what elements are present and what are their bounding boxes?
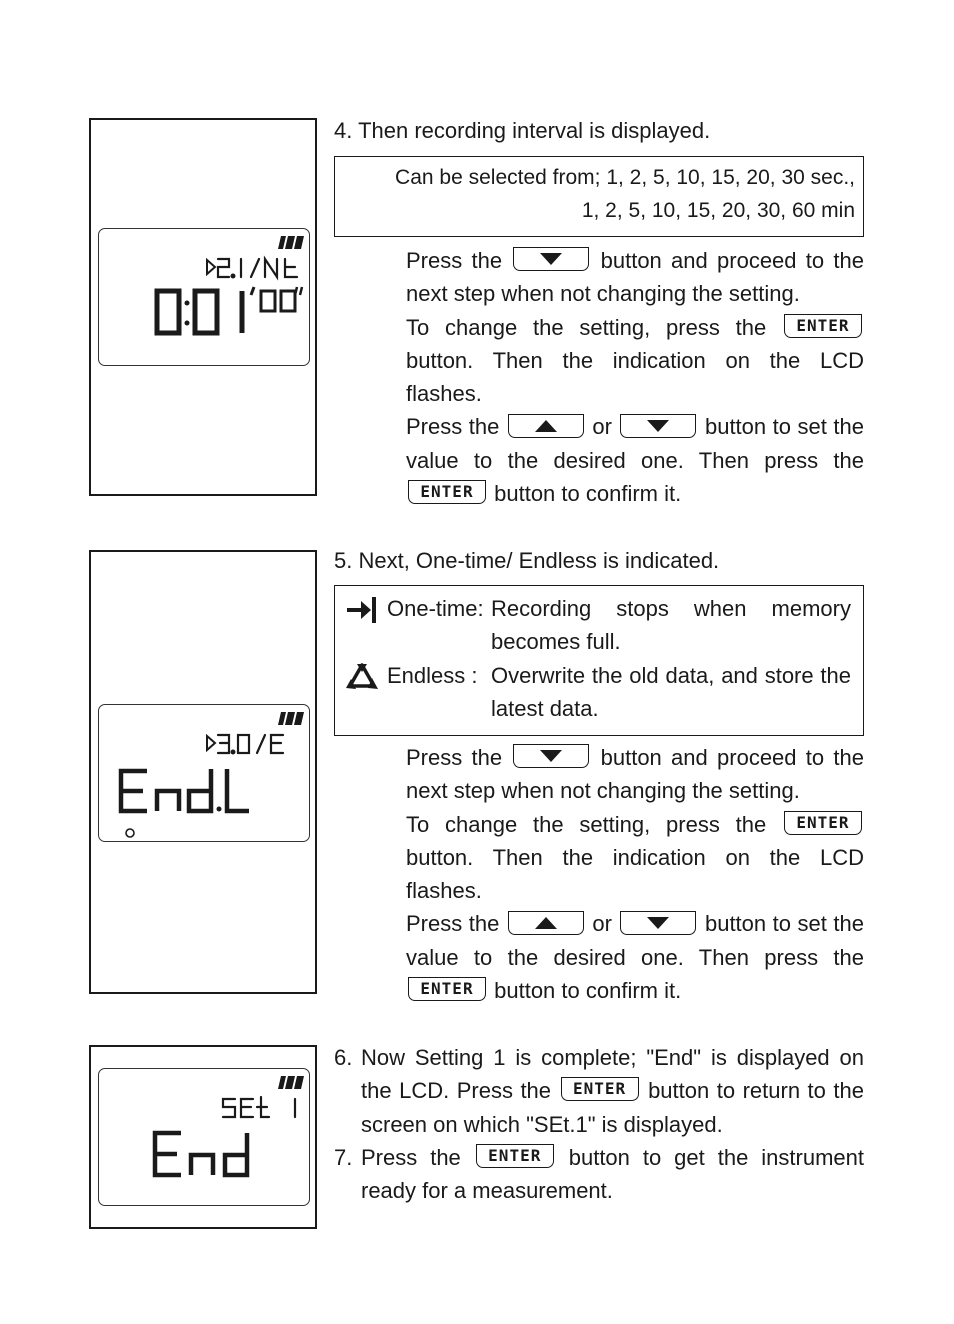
lcd-display-step4 (98, 228, 310, 366)
pointer-icon (207, 736, 215, 750)
text: button to return to the screen on which "SEt.1" is displayed. (361, 1078, 864, 1137)
up-button[interactable] (508, 414, 584, 438)
battery-icon (278, 712, 304, 725)
step7-number: 7. (334, 1144, 353, 1170)
text: Press the (406, 248, 503, 273)
text: button to set the value to the desired one. Then press the (406, 414, 864, 473)
lcd-display-step6 (98, 1068, 310, 1206)
endless-icon-wrap (345, 659, 387, 726)
enter-button[interactable]: ENTER (784, 314, 862, 338)
enter-button[interactable]: ENTER (408, 480, 486, 504)
lcd-display-step5 (98, 704, 310, 842)
up-button[interactable] (508, 911, 584, 935)
top-code-segments (223, 1097, 295, 1117)
down-arrow-icon (647, 917, 669, 929)
step4-instructions (406, 244, 864, 510)
down-arrow-icon (647, 420, 669, 432)
step4-title: 4. Then recording interval is displayed. (334, 118, 711, 143)
text: button to set the value to the desired one. Then press the (406, 911, 864, 970)
down-arrow-icon (540, 253, 562, 265)
text: Now Setting 1 is complete; "End" is displayed on the LCD. Press the (361, 1045, 864, 1104)
text: button and proceed to the next step when not changing the setting. (406, 248, 864, 307)
text: button to confirm it. (494, 481, 682, 507)
endless-row (345, 659, 851, 726)
lcd-panel-step4 (89, 118, 317, 496)
top-code-segments (218, 735, 283, 753)
text: Press the (406, 745, 503, 770)
main-segments (155, 1133, 247, 1175)
onetime-icon-wrap (345, 592, 387, 659)
step6-7-list (334, 1041, 864, 1207)
step5-title: 5. Next, One-time/ Endless is indicated. (334, 548, 720, 573)
step6-item (334, 1041, 864, 1141)
text: button and proceed to the next step when not changing the setting. (406, 745, 864, 804)
step6-text (361, 1041, 864, 1141)
lcd-panel-step6 (89, 1045, 317, 1229)
enter-button[interactable]: ENTER (408, 977, 486, 1001)
endless-description: Overwrite the old data, and store the latest data. (491, 662, 851, 721)
battery-icon (278, 1076, 304, 1089)
step7-text (361, 1141, 864, 1208)
interval-options-line1: Can be selected from; 1, 2, 5, 10, 15, 20, 30 sec., (395, 166, 855, 189)
mode-options-box (334, 585, 864, 736)
step5-instructions (406, 741, 864, 1007)
enter-button[interactable]: ENTER (561, 1077, 639, 1101)
text: or (592, 414, 612, 440)
text: Press the (406, 911, 500, 937)
lcd-segments-step5 (99, 705, 311, 843)
lcd-segments-step4 (99, 229, 311, 367)
text: or (592, 911, 612, 937)
down-button[interactable] (513, 744, 589, 768)
up-arrow-icon (535, 917, 557, 929)
interval-options-box (334, 156, 864, 237)
text: Press the (406, 414, 500, 440)
down-arrow-icon (540, 750, 562, 762)
onetime-description: Recording stops when memory becomes full. (491, 596, 851, 655)
down-button[interactable] (620, 414, 696, 438)
onetime-label: One-time: (387, 596, 484, 621)
up-arrow-icon (535, 420, 557, 432)
text: button. Then the indication on the LCD flashes. (406, 347, 864, 407)
main-segments (121, 769, 249, 812)
lcd-panel-step5 (89, 550, 317, 994)
step4-heading (334, 114, 864, 147)
battery-icon (278, 236, 304, 249)
enter-button[interactable]: ENTER (476, 1144, 554, 1168)
step5-heading (334, 544, 864, 577)
interval-options-line2: 1, 2, 5, 10, 15, 20, 30, 60 min (581, 199, 855, 222)
onetime-arrow-icon (345, 595, 379, 625)
step7-item (334, 1141, 864, 1208)
main-digits (157, 287, 302, 333)
endless-label: Endless : (387, 662, 478, 688)
text: To change the setting, press the (406, 811, 767, 837)
step6-number: 6. (334, 1045, 353, 1070)
text: button. Then the indication on the LCD flashes. (406, 844, 864, 904)
down-button[interactable] (620, 911, 696, 935)
endless-cycle-icon (345, 662, 379, 692)
down-button[interactable] (513, 247, 589, 271)
text: To change the setting, press the (406, 314, 767, 340)
pointer-icon (207, 260, 215, 274)
text: Press the (361, 1144, 461, 1170)
enter-button[interactable]: ENTER (784, 811, 862, 835)
lcd-segments-step6 (99, 1069, 311, 1207)
endless-mini-icon (126, 829, 134, 837)
onetime-row (345, 592, 851, 659)
text: button to confirm it. (494, 978, 682, 1004)
top-code-segments (218, 259, 297, 277)
text: button to get the instrument ready for a measurement. (361, 1144, 864, 1204)
